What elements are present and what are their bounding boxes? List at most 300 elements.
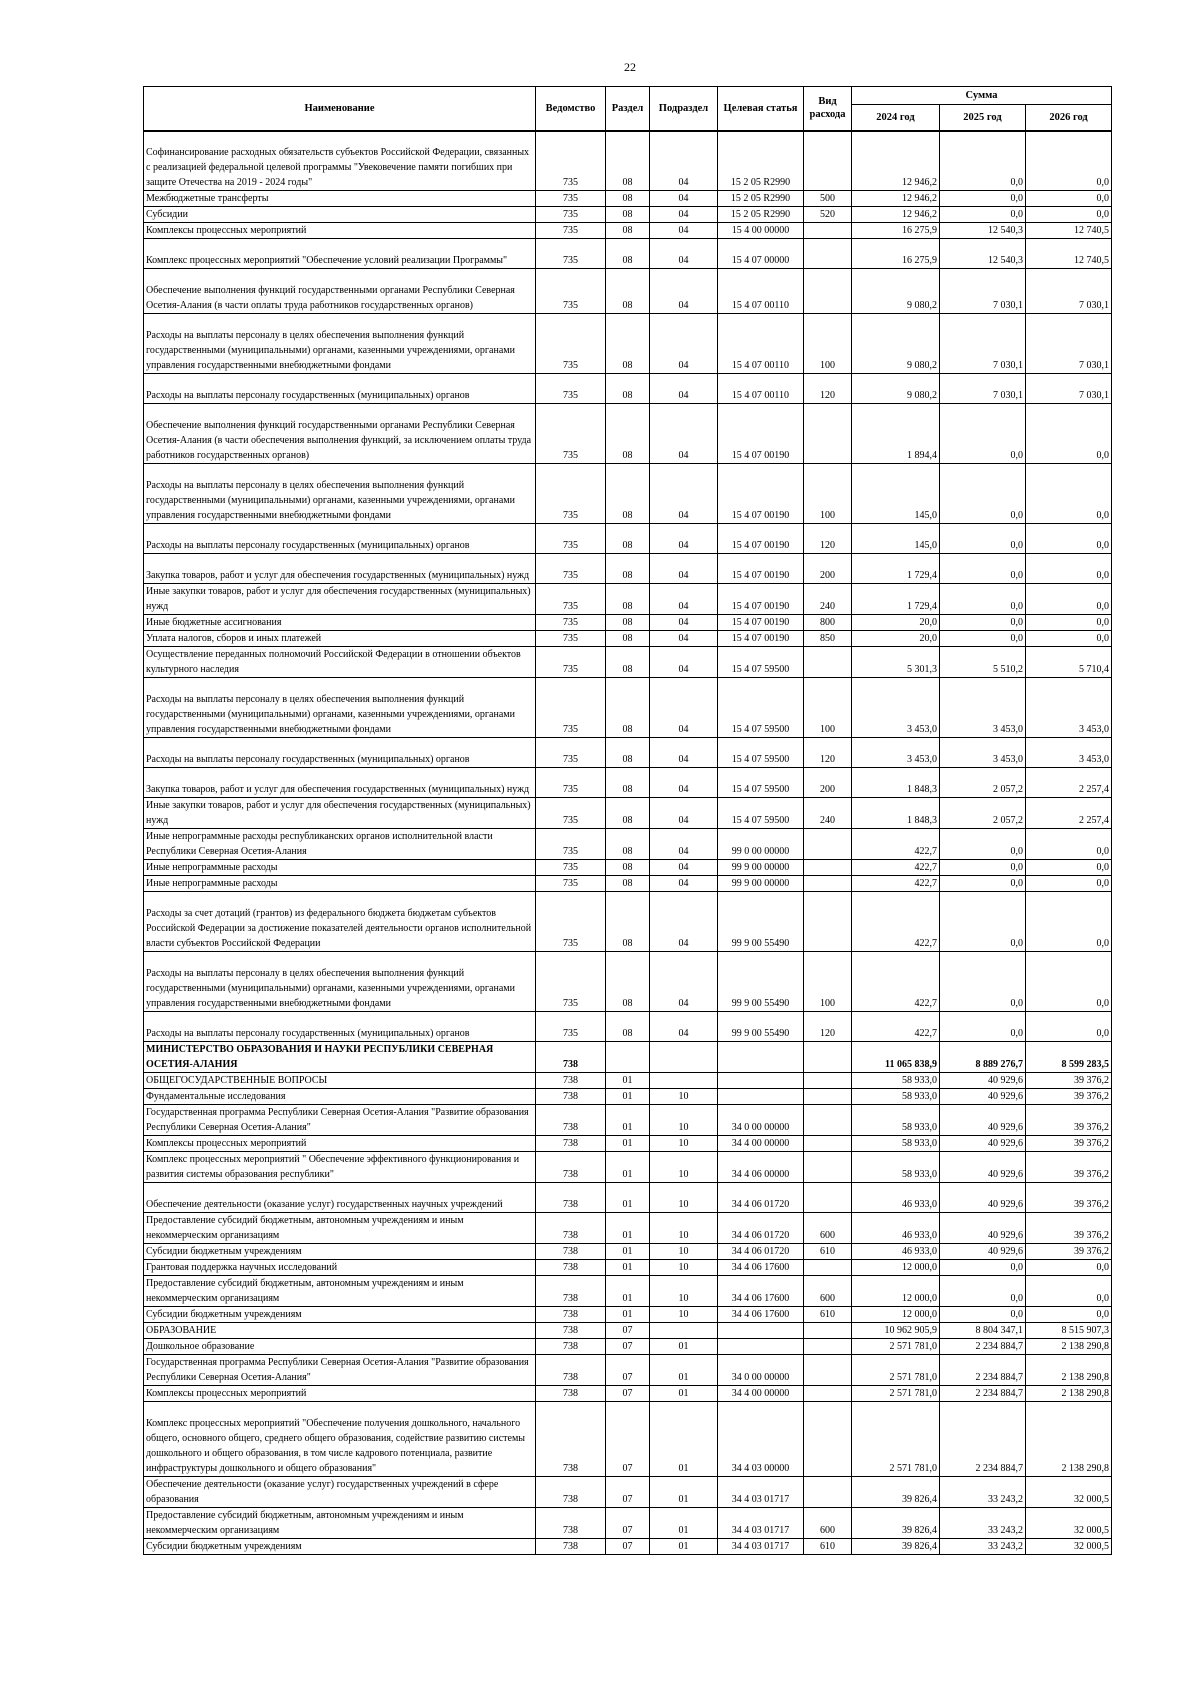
table-row bbox=[144, 1260, 1112, 1276]
cell-sum-2026: 2 138 290,8 bbox=[1026, 1339, 1112, 1355]
cell-vedomstvo: 735 bbox=[536, 952, 606, 1012]
cell-sum-2025: 40 929,6 bbox=[940, 1089, 1026, 1105]
cell-name: Предоставление субсидий бюджетным, автономным учреждениям и иным некоммерческим организациям bbox=[144, 1508, 536, 1539]
cell-sum-2024: 422,7 bbox=[852, 1012, 940, 1042]
cell-sum-2025: 0,0 bbox=[940, 554, 1026, 584]
cell-name: Предоставление субсидий бюджетным, автономным учреждениям и иным некоммерческим организациям bbox=[144, 1213, 536, 1244]
cell-sum-2025: 0,0 bbox=[940, 1307, 1026, 1323]
cell-razdel: 01 bbox=[606, 1089, 650, 1105]
cell-name: Комплекс процессных мероприятий "Обеспечение получения дошкольного, начального общего, основного общего, среднего общего образования, содействие развитию системы дошкольного и общего образования, в том числе кадрового потенциала, развитие инфраструктуры дошкольного и общего образования" bbox=[144, 1402, 536, 1477]
cell-sum-2024: 20,0 bbox=[852, 615, 940, 631]
cell-razdel: 08 bbox=[606, 269, 650, 314]
cell-vid-raskhoda: 120 bbox=[804, 1012, 852, 1042]
cell-sum-2026: 3 453,0 bbox=[1026, 738, 1112, 768]
cell-razdel: 08 bbox=[606, 829, 650, 860]
cell-razdel: 08 bbox=[606, 647, 650, 678]
cell-name: Обеспечение деятельности (оказание услуг) государственных научных учреждений bbox=[144, 1183, 536, 1213]
cell-podrazdel: 04 bbox=[650, 738, 718, 768]
cell-podrazdel: 04 bbox=[650, 952, 718, 1012]
cell-sum-2026: 12 740,5 bbox=[1026, 223, 1112, 239]
cell-name: Обеспечение выполнения функций государственными органами Республики Северная Осетия-Алания (в части оплаты труда работников государственных органов) bbox=[144, 269, 536, 314]
cell-sum-2024: 422,7 bbox=[852, 876, 940, 892]
table-row bbox=[144, 554, 1112, 584]
cell-sum-2024: 422,7 bbox=[852, 860, 940, 876]
table-row bbox=[144, 1276, 1112, 1307]
cell-vid-raskhoda: 800 bbox=[804, 615, 852, 631]
cell-razdel: 07 bbox=[606, 1323, 650, 1339]
cell-tselevaya-statya: 34 4 06 01720 bbox=[718, 1244, 804, 1260]
table-row bbox=[144, 1073, 1112, 1089]
cell-tselevaya-statya bbox=[718, 1073, 804, 1089]
cell-sum-2024: 58 933,0 bbox=[852, 1073, 940, 1089]
cell-podrazdel: 10 bbox=[650, 1276, 718, 1307]
cell-name: Комплексы процессных мероприятий bbox=[144, 223, 536, 239]
cell-podrazdel: 01 bbox=[650, 1386, 718, 1402]
header-name: Наименование bbox=[144, 87, 536, 131]
cell-name: Комплексы процессных мероприятий bbox=[144, 1136, 536, 1152]
table-row bbox=[144, 1012, 1112, 1042]
cell-sum-2025: 0,0 bbox=[940, 952, 1026, 1012]
cell-vid-raskhoda bbox=[804, 1073, 852, 1089]
cell-sum-2025: 0,0 bbox=[940, 892, 1026, 952]
table-row bbox=[144, 768, 1112, 798]
cell-podrazdel: 04 bbox=[650, 876, 718, 892]
cell-razdel: 01 bbox=[606, 1244, 650, 1260]
cell-razdel: 08 bbox=[606, 524, 650, 554]
cell-vid-raskhoda bbox=[804, 269, 852, 314]
table-row bbox=[144, 524, 1112, 554]
cell-name: Расходы на выплаты персоналу в целях обеспечения выполнения функций государственными (муниципальными) органами, казенными учреждениями, органами управления государственными внебюджетными фондами bbox=[144, 464, 536, 524]
cell-podrazdel: 10 bbox=[650, 1152, 718, 1183]
cell-razdel: 08 bbox=[606, 131, 650, 191]
cell-podrazdel: 04 bbox=[650, 269, 718, 314]
cell-sum-2025: 0,0 bbox=[940, 876, 1026, 892]
cell-sum-2025: 8 889 276,7 bbox=[940, 1042, 1026, 1073]
cell-sum-2026: 39 376,2 bbox=[1026, 1105, 1112, 1136]
cell-sum-2026: 5 710,4 bbox=[1026, 647, 1112, 678]
cell-razdel: 01 bbox=[606, 1136, 650, 1152]
cell-tselevaya-statya bbox=[718, 1089, 804, 1105]
cell-sum-2026: 39 376,2 bbox=[1026, 1183, 1112, 1213]
cell-tselevaya-statya: 34 4 03 01717 bbox=[718, 1477, 804, 1508]
cell-tselevaya-statya: 34 4 06 01720 bbox=[718, 1213, 804, 1244]
cell-tselevaya-statya: 15 2 05 R2990 bbox=[718, 131, 804, 191]
cell-sum-2024: 1 729,4 bbox=[852, 584, 940, 615]
cell-vedomstvo: 735 bbox=[536, 678, 606, 738]
cell-name: Комплекс процессных мероприятий "Обеспечение условий реализации Программы" bbox=[144, 239, 536, 269]
cell-vedomstvo: 738 bbox=[536, 1539, 606, 1555]
cell-sum-2025: 40 929,6 bbox=[940, 1152, 1026, 1183]
cell-sum-2026: 2 138 290,8 bbox=[1026, 1402, 1112, 1477]
cell-podrazdel: 04 bbox=[650, 647, 718, 678]
cell-vedomstvo: 735 bbox=[536, 1012, 606, 1042]
cell-sum-2026: 32 000,5 bbox=[1026, 1539, 1112, 1555]
cell-sum-2025: 0,0 bbox=[940, 1012, 1026, 1042]
cell-vid-raskhoda: 240 bbox=[804, 798, 852, 829]
cell-razdel: 01 bbox=[606, 1183, 650, 1213]
table-row bbox=[144, 1339, 1112, 1355]
cell-vedomstvo: 735 bbox=[536, 615, 606, 631]
cell-podrazdel: 01 bbox=[650, 1508, 718, 1539]
cell-sum-2025: 40 929,6 bbox=[940, 1136, 1026, 1152]
cell-sum-2025: 0,0 bbox=[940, 829, 1026, 860]
cell-razdel: 08 bbox=[606, 1012, 650, 1042]
cell-sum-2024: 39 826,4 bbox=[852, 1508, 940, 1539]
cell-name: МИНИСТЕРСТВО ОБРАЗОВАНИЯ И НАУКИ РЕСПУБЛИКИ СЕВЕРНАЯ ОСЕТИЯ-АЛАНИЯ bbox=[144, 1042, 536, 1073]
cell-podrazdel: 01 bbox=[650, 1339, 718, 1355]
cell-vedomstvo: 735 bbox=[536, 876, 606, 892]
header-vid-raskhoda: Вид расхода bbox=[804, 87, 852, 131]
cell-vedomstvo: 738 bbox=[536, 1244, 606, 1260]
cell-name: Субсидии бюджетным учреждениям bbox=[144, 1539, 536, 1555]
cell-tselevaya-statya bbox=[718, 1323, 804, 1339]
cell-sum-2025: 33 243,2 bbox=[940, 1539, 1026, 1555]
cell-vedomstvo: 735 bbox=[536, 860, 606, 876]
cell-sum-2025: 33 243,2 bbox=[940, 1477, 1026, 1508]
cell-podrazdel: 04 bbox=[650, 860, 718, 876]
cell-sum-2026: 2 138 290,8 bbox=[1026, 1355, 1112, 1386]
header-year-2026: 2026 год bbox=[1026, 105, 1112, 131]
cell-sum-2026: 0,0 bbox=[1026, 584, 1112, 615]
cell-vedomstvo: 738 bbox=[536, 1183, 606, 1213]
table-row bbox=[144, 239, 1112, 269]
cell-vedomstvo: 735 bbox=[536, 207, 606, 223]
cell-tselevaya-statya: 15 4 07 59500 bbox=[718, 647, 804, 678]
cell-tselevaya-statya: 34 4 06 17600 bbox=[718, 1307, 804, 1323]
cell-tselevaya-statya: 34 4 00 00000 bbox=[718, 1136, 804, 1152]
cell-sum-2026: 0,0 bbox=[1026, 464, 1112, 524]
cell-sum-2026: 39 376,2 bbox=[1026, 1213, 1112, 1244]
cell-vid-raskhoda bbox=[804, 1260, 852, 1276]
cell-tselevaya-statya: 15 4 07 00190 bbox=[718, 554, 804, 584]
cell-vedomstvo: 735 bbox=[536, 768, 606, 798]
cell-sum-2024: 422,7 bbox=[852, 952, 940, 1012]
cell-sum-2024: 39 826,4 bbox=[852, 1539, 940, 1555]
table-row bbox=[144, 1323, 1112, 1339]
cell-sum-2026: 0,0 bbox=[1026, 892, 1112, 952]
cell-vedomstvo: 738 bbox=[536, 1339, 606, 1355]
cell-tselevaya-statya: 34 4 06 00000 bbox=[718, 1152, 804, 1183]
table-row bbox=[144, 647, 1112, 678]
cell-podrazdel: 04 bbox=[650, 374, 718, 404]
cell-vedomstvo: 735 bbox=[536, 223, 606, 239]
cell-sum-2026: 2 138 290,8 bbox=[1026, 1386, 1112, 1402]
cell-tselevaya-statya: 99 0 00 00000 bbox=[718, 829, 804, 860]
cell-vedomstvo: 735 bbox=[536, 647, 606, 678]
cell-vedomstvo: 735 bbox=[536, 892, 606, 952]
cell-sum-2025: 40 929,6 bbox=[940, 1105, 1026, 1136]
cell-vid-raskhoda bbox=[804, 1136, 852, 1152]
cell-sum-2026: 32 000,5 bbox=[1026, 1508, 1112, 1539]
table-row bbox=[144, 1508, 1112, 1539]
cell-name: ОБЩЕГОСУДАРСТВЕННЫЕ ВОПРОСЫ bbox=[144, 1073, 536, 1089]
cell-vedomstvo: 738 bbox=[536, 1073, 606, 1089]
cell-podrazdel: 04 bbox=[650, 798, 718, 829]
cell-sum-2026: 0,0 bbox=[1026, 524, 1112, 554]
cell-vid-raskhoda bbox=[804, 1477, 852, 1508]
cell-sum-2026: 0,0 bbox=[1026, 1260, 1112, 1276]
cell-vedomstvo: 735 bbox=[536, 631, 606, 647]
cell-sum-2025: 40 929,6 bbox=[940, 1073, 1026, 1089]
cell-vedomstvo: 738 bbox=[536, 1136, 606, 1152]
table-row bbox=[144, 584, 1112, 615]
cell-podrazdel: 04 bbox=[650, 829, 718, 860]
cell-sum-2026: 0,0 bbox=[1026, 860, 1112, 876]
cell-sum-2026: 8 515 907,3 bbox=[1026, 1323, 1112, 1339]
cell-vid-raskhoda bbox=[804, 1183, 852, 1213]
cell-sum-2026: 39 376,2 bbox=[1026, 1152, 1112, 1183]
cell-tselevaya-statya: 34 0 00 00000 bbox=[718, 1105, 804, 1136]
cell-sum-2025: 2 234 884,7 bbox=[940, 1355, 1026, 1386]
cell-name: Комплекс процессных мероприятий " Обеспечение эффективного функционирования и развития системы образования республики" bbox=[144, 1152, 536, 1183]
table-row bbox=[144, 1136, 1112, 1152]
cell-name: Обеспечение выполнения функций государственными органами Республики Северная Осетия-Алания (в части обеспечения выполнения функций, за исключением оплаты труда работников государственных органов) bbox=[144, 404, 536, 464]
cell-sum-2024: 145,0 bbox=[852, 524, 940, 554]
cell-sum-2026: 0,0 bbox=[1026, 631, 1112, 647]
cell-podrazdel: 04 bbox=[650, 464, 718, 524]
cell-vedomstvo: 735 bbox=[536, 554, 606, 584]
cell-tselevaya-statya: 99 9 00 55490 bbox=[718, 892, 804, 952]
cell-name: Грантовая поддержка научных исследований bbox=[144, 1260, 536, 1276]
cell-sum-2024: 2 571 781,0 bbox=[852, 1386, 940, 1402]
cell-vedomstvo: 735 bbox=[536, 374, 606, 404]
table-row bbox=[144, 223, 1112, 239]
cell-sum-2024: 2 571 781,0 bbox=[852, 1355, 940, 1386]
cell-podrazdel: 01 bbox=[650, 1355, 718, 1386]
cell-vid-raskhoda: 520 bbox=[804, 207, 852, 223]
cell-vedomstvo: 735 bbox=[536, 524, 606, 554]
table-row bbox=[144, 207, 1112, 223]
cell-podrazdel bbox=[650, 1323, 718, 1339]
cell-tselevaya-statya: 15 4 07 00190 bbox=[718, 524, 804, 554]
cell-vid-raskhoda: 240 bbox=[804, 584, 852, 615]
cell-razdel: 07 bbox=[606, 1402, 650, 1477]
cell-tselevaya-statya bbox=[718, 1042, 804, 1073]
cell-podrazdel: 04 bbox=[650, 524, 718, 554]
cell-sum-2025: 7 030,1 bbox=[940, 314, 1026, 374]
cell-razdel: 08 bbox=[606, 314, 650, 374]
cell-vedomstvo: 738 bbox=[536, 1307, 606, 1323]
cell-vid-raskhoda: 200 bbox=[804, 554, 852, 584]
cell-podrazdel: 10 bbox=[650, 1183, 718, 1213]
cell-razdel: 08 bbox=[606, 615, 650, 631]
cell-vedomstvo: 735 bbox=[536, 314, 606, 374]
header-razdel: Раздел bbox=[606, 87, 650, 131]
cell-razdel: 01 bbox=[606, 1213, 650, 1244]
cell-tselevaya-statya: 99 9 00 00000 bbox=[718, 876, 804, 892]
cell-razdel: 01 bbox=[606, 1260, 650, 1276]
cell-sum-2026: 0,0 bbox=[1026, 404, 1112, 464]
table-row bbox=[144, 1105, 1112, 1136]
cell-sum-2024: 5 301,3 bbox=[852, 647, 940, 678]
cell-vid-raskhoda bbox=[804, 1402, 852, 1477]
cell-razdel: 08 bbox=[606, 239, 650, 269]
cell-vid-raskhoda bbox=[804, 892, 852, 952]
cell-sum-2026: 0,0 bbox=[1026, 876, 1112, 892]
cell-podrazdel: 04 bbox=[650, 131, 718, 191]
table-row bbox=[144, 798, 1112, 829]
cell-razdel: 08 bbox=[606, 464, 650, 524]
page-number: 22 bbox=[624, 60, 636, 74]
cell-vid-raskhoda bbox=[804, 131, 852, 191]
cell-podrazdel: 04 bbox=[650, 314, 718, 374]
cell-vedomstvo: 738 bbox=[536, 1323, 606, 1339]
cell-tselevaya-statya: 34 4 00 00000 bbox=[718, 1386, 804, 1402]
cell-vedomstvo: 735 bbox=[536, 464, 606, 524]
cell-sum-2026: 0,0 bbox=[1026, 1276, 1112, 1307]
table-row bbox=[144, 1213, 1112, 1244]
cell-sum-2026: 0,0 bbox=[1026, 1307, 1112, 1323]
cell-sum-2026: 0,0 bbox=[1026, 191, 1112, 207]
cell-razdel: 07 bbox=[606, 1355, 650, 1386]
cell-vedomstvo: 735 bbox=[536, 798, 606, 829]
cell-vid-raskhoda bbox=[804, 1323, 852, 1339]
cell-tselevaya-statya: 99 9 00 55490 bbox=[718, 1012, 804, 1042]
cell-vid-raskhoda bbox=[804, 860, 852, 876]
cell-vid-raskhoda: 610 bbox=[804, 1539, 852, 1555]
cell-vid-raskhoda: 120 bbox=[804, 524, 852, 554]
cell-tselevaya-statya: 34 4 03 00000 bbox=[718, 1402, 804, 1477]
cell-podrazdel: 04 bbox=[650, 191, 718, 207]
cell-sum-2024: 16 275,9 bbox=[852, 239, 940, 269]
table-row bbox=[144, 269, 1112, 314]
header-year-2024: 2024 год bbox=[852, 105, 940, 131]
cell-podrazdel: 01 bbox=[650, 1402, 718, 1477]
cell-name: Обеспечение деятельности (оказание услуг) государственных учреждений в сфере образования bbox=[144, 1477, 536, 1508]
cell-sum-2024: 1 729,4 bbox=[852, 554, 940, 584]
cell-sum-2025: 0,0 bbox=[940, 584, 1026, 615]
cell-sum-2025: 0,0 bbox=[940, 404, 1026, 464]
cell-podrazdel: 10 bbox=[650, 1307, 718, 1323]
cell-tselevaya-statya: 15 2 05 R2990 bbox=[718, 207, 804, 223]
cell-vedomstvo: 735 bbox=[536, 738, 606, 768]
cell-vid-raskhoda: 600 bbox=[804, 1276, 852, 1307]
cell-razdel: 08 bbox=[606, 952, 650, 1012]
cell-name: Расходы на выплаты персоналу государственных (муниципальных) органов bbox=[144, 738, 536, 768]
cell-tselevaya-statya: 34 4 06 01720 bbox=[718, 1183, 804, 1213]
cell-name: Расходы на выплаты персоналу в целях обеспечения выполнения функций государственными (муниципальными) органами, казенными учреждениями, органами управления государственными внебюджетными фондами bbox=[144, 952, 536, 1012]
cell-tselevaya-statya: 15 4 07 00000 bbox=[718, 239, 804, 269]
cell-sum-2024: 16 275,9 bbox=[852, 223, 940, 239]
cell-sum-2025: 0,0 bbox=[940, 615, 1026, 631]
cell-sum-2024: 46 933,0 bbox=[852, 1213, 940, 1244]
cell-tselevaya-statya: 15 4 07 00190 bbox=[718, 404, 804, 464]
cell-sum-2025: 2 234 884,7 bbox=[940, 1339, 1026, 1355]
cell-podrazdel: 04 bbox=[650, 631, 718, 647]
table-row bbox=[144, 1244, 1112, 1260]
cell-vedomstvo: 738 bbox=[536, 1089, 606, 1105]
cell-tselevaya-statya: 15 4 07 00190 bbox=[718, 615, 804, 631]
cell-razdel: 07 bbox=[606, 1339, 650, 1355]
cell-name: Иные непрограммные расходы республиканских органов исполнительной власти Республики Северная Осетия-Алания bbox=[144, 829, 536, 860]
table-row bbox=[144, 952, 1112, 1012]
table-row bbox=[144, 464, 1112, 524]
cell-sum-2024: 39 826,4 bbox=[852, 1477, 940, 1508]
cell-podrazdel: 04 bbox=[650, 1012, 718, 1042]
cell-sum-2024: 12 000,0 bbox=[852, 1260, 940, 1276]
cell-name: Государственная программа Республики Северная Осетия-Алания "Развитие образования Республики Северная Осетия-Алания" bbox=[144, 1105, 536, 1136]
cell-vid-raskhoda: 100 bbox=[804, 678, 852, 738]
cell-podrazdel: 10 bbox=[650, 1136, 718, 1152]
cell-vid-raskhoda bbox=[804, 404, 852, 464]
cell-sum-2024: 2 571 781,0 bbox=[852, 1339, 940, 1355]
table-row bbox=[144, 1386, 1112, 1402]
cell-razdel: 01 bbox=[606, 1276, 650, 1307]
cell-razdel: 08 bbox=[606, 404, 650, 464]
table-row bbox=[144, 1402, 1112, 1477]
cell-vedomstvo: 738 bbox=[536, 1355, 606, 1386]
cell-sum-2025: 40 929,6 bbox=[940, 1213, 1026, 1244]
cell-razdel: 07 bbox=[606, 1477, 650, 1508]
table-row bbox=[144, 631, 1112, 647]
cell-razdel: 01 bbox=[606, 1307, 650, 1323]
cell-sum-2026: 2 257,4 bbox=[1026, 768, 1112, 798]
table-row bbox=[144, 860, 1112, 876]
cell-podrazdel: 04 bbox=[650, 239, 718, 269]
cell-vedomstvo: 735 bbox=[536, 829, 606, 860]
cell-sum-2025: 0,0 bbox=[940, 524, 1026, 554]
cell-vid-raskhoda bbox=[804, 1089, 852, 1105]
cell-sum-2024: 3 453,0 bbox=[852, 678, 940, 738]
cell-name: Расходы на выплаты персоналу в целях обеспечения выполнения функций государственными (муниципальными) органами, казенными учреждениями, органами управления государственными внебюджетными фондами bbox=[144, 678, 536, 738]
cell-podrazdel: 04 bbox=[650, 404, 718, 464]
header-podrazdel: Подраздел bbox=[650, 87, 718, 131]
cell-sum-2024: 1 848,3 bbox=[852, 798, 940, 829]
cell-name: Иные бюджетные ассигнования bbox=[144, 615, 536, 631]
cell-sum-2024: 58 933,0 bbox=[852, 1152, 940, 1183]
cell-sum-2026: 7 030,1 bbox=[1026, 374, 1112, 404]
cell-podrazdel: 04 bbox=[650, 768, 718, 798]
cell-vid-raskhoda: 600 bbox=[804, 1508, 852, 1539]
cell-name: ОБРАЗОВАНИЕ bbox=[144, 1323, 536, 1339]
cell-podrazdel: 04 bbox=[650, 584, 718, 615]
cell-razdel: 08 bbox=[606, 374, 650, 404]
cell-razdel: 08 bbox=[606, 892, 650, 952]
cell-sum-2024: 422,7 bbox=[852, 829, 940, 860]
cell-name: Иные непрограммные расходы bbox=[144, 860, 536, 876]
cell-name: Софинансирование расходных обязательств субъектов Российской Федерации, связанных с реализацией федеральной целевой программы "Увековечение памяти погибших при защите Отечества на 2019 - 2024 годы" bbox=[144, 131, 536, 191]
cell-vedomstvo: 738 bbox=[536, 1386, 606, 1402]
cell-tselevaya-statya: 15 4 07 59500 bbox=[718, 738, 804, 768]
cell-sum-2026: 12 740,5 bbox=[1026, 239, 1112, 269]
table-row bbox=[144, 1477, 1112, 1508]
cell-sum-2025: 7 030,1 bbox=[940, 374, 1026, 404]
cell-razdel: 08 bbox=[606, 768, 650, 798]
cell-sum-2026: 3 453,0 bbox=[1026, 678, 1112, 738]
cell-tselevaya-statya: 34 4 03 01717 bbox=[718, 1539, 804, 1555]
cell-sum-2025: 3 453,0 bbox=[940, 738, 1026, 768]
cell-sum-2024: 145,0 bbox=[852, 464, 940, 524]
cell-podrazdel: 01 bbox=[650, 1539, 718, 1555]
cell-tselevaya-statya bbox=[718, 1339, 804, 1355]
cell-vedomstvo: 735 bbox=[536, 269, 606, 314]
cell-podrazdel: 04 bbox=[650, 678, 718, 738]
cell-razdel: 08 bbox=[606, 678, 650, 738]
cell-vedomstvo: 738 bbox=[536, 1213, 606, 1244]
cell-podrazdel: 04 bbox=[650, 615, 718, 631]
cell-razdel: 08 bbox=[606, 554, 650, 584]
cell-vedomstvo: 738 bbox=[536, 1477, 606, 1508]
cell-name: Расходы на выплаты персоналу государственных (муниципальных) органов bbox=[144, 524, 536, 554]
cell-sum-2024: 1 848,3 bbox=[852, 768, 940, 798]
cell-podrazdel: 10 bbox=[650, 1244, 718, 1260]
cell-sum-2024: 12 000,0 bbox=[852, 1276, 940, 1307]
cell-name: Субсидии бюджетным учреждениям bbox=[144, 1244, 536, 1260]
cell-vid-raskhoda bbox=[804, 829, 852, 860]
cell-vid-raskhoda: 600 bbox=[804, 1213, 852, 1244]
cell-razdel: 08 bbox=[606, 207, 650, 223]
cell-tselevaya-statya: 15 4 07 00190 bbox=[718, 464, 804, 524]
